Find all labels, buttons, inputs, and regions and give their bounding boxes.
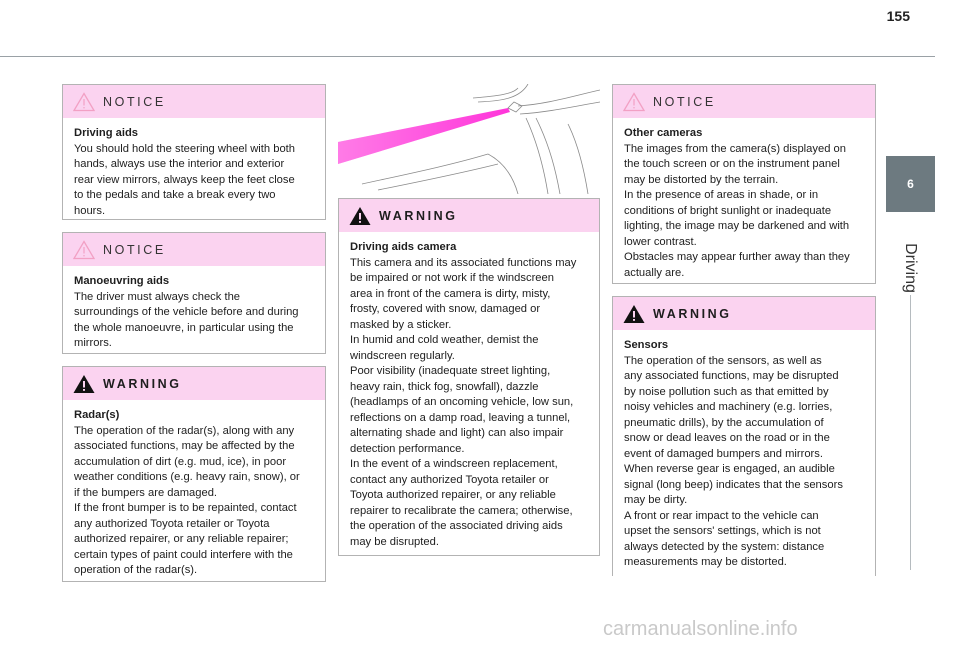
warning-driving-aids-camera: [338, 198, 600, 556]
warning-header: [613, 297, 875, 330]
notice-subtitle: Manoeuvring aids: [74, 275, 170, 287]
caution-outline-triangle-icon: [73, 92, 95, 112]
notice-text: The images from the camera(s) displayed on the touch screen or on the instrument panel may be distorted by the terrain. In the presence of areas in shade, or in conditions of bright sunlight or inadequate lighting, the image may be darkened and with lower contrast. Obstacles may appear further away than they actually are.: [624, 142, 850, 279]
warning-label: WARNING: [653, 306, 732, 321]
notice-subtitle: Driving aids: [74, 127, 139, 139]
warning-subtitle: Radar(s): [74, 409, 120, 421]
warning-text: The operation of the sensors, as well as any associated functions, may be disrupted by noise pollution such as that emitted by noisy vehicles and machinery (e.g. lorries, pneumatic drills), by the accumulation of snow or dead leaves on the road or in the event of damaged bumpers and mirrors. When reverse gear is engaged, an audible signal (long beep) indicates that the sensors may be dirty. A front or rear impact to the vehicle can upset the sensors' settings, which is not always detected by the system: distance measurements may be distorted.: [624, 354, 843, 568]
warning-subtitle: Sensors: [624, 339, 669, 351]
caution-outline-triangle-icon: [623, 92, 645, 112]
windscreen-camera-illustration: [338, 84, 600, 194]
notice-text: You should hold the steering wheel with both hands, always use the interior and exterior rear view mirrors, always keep the feet close to the pedals and take a break every two hours.: [74, 142, 296, 217]
notice-header: [613, 85, 875, 118]
notice-label: NOTICE: [103, 94, 166, 109]
page-number: 155: [886, 8, 910, 24]
warning-header: [339, 199, 599, 232]
notice-driving-aids: [62, 84, 326, 220]
warning-text: The operation of the radar(s), along with any associated functions, may be affected by the accumulation of dirt (e.g. mud, ice), in poor weather conditions (e.g. heavy rain, snow), or if the bumpers are damaged. If the front bumper is to be repainted, contact any authorized Toyota retailer or Toyota authorized repairer, or any reliable repairer; certain types of paint could interfere with the operation of the radar(s).: [74, 424, 300, 576]
side-rule: [910, 295, 911, 570]
notice-header: [63, 233, 325, 266]
warning-sensors: [612, 296, 876, 576]
notice-header: [63, 85, 325, 118]
watermark: carmanualsonline.info: [603, 618, 798, 640]
notice-subtitle: Other cameras: [624, 127, 703, 139]
notice-label: NOTICE: [653, 94, 716, 109]
notice-other-cameras: [612, 84, 876, 284]
warning-header: [63, 367, 325, 400]
warning-radar: [62, 366, 326, 582]
warning-subtitle: Driving aids camera: [350, 241, 457, 253]
warning-filled-triangle-icon: [349, 206, 371, 226]
caution-outline-triangle-icon: [73, 240, 95, 260]
notice-manoeuvring-aids: [62, 232, 326, 354]
warning-label: WARNING: [379, 208, 458, 223]
warning-label: WARNING: [103, 376, 182, 391]
warning-filled-triangle-icon: [623, 304, 645, 324]
chapter-tab[interactable]: 6: [886, 156, 935, 212]
warning-filled-triangle-icon: [73, 374, 95, 394]
notice-label: NOTICE: [103, 242, 166, 257]
header-rule: [0, 56, 935, 57]
chapter-title: Driving: [902, 243, 919, 293]
notice-text: The driver must always check the surroundings of the vehicle before and during the whole manoeuvre, in particular using the mirrors.: [74, 290, 299, 349]
warning-text: This camera and its associated functions may be impaired or not work if the windscreen area in front of the camera is dirty, misty, frosty, covered with snow, damaged or masked by a sticker. In humid and cold weather, demist the windscreen regularly. Poor visibility (inadequate street lighting, heavy rain, thick fog, snowfall), dazzle (headlamps of an oncoming vehicle, low sun, reflections on a damp road, leaving a tunnel, alternating shade and light) can also impair detection performance. In the event of a windscreen replacement, contact any authorized Toyota retailer or Toyota authorized repairer, or any reliable repairer to recalibrate the camera; otherwise, the operation of the associated driving aids may be disrupted.: [350, 256, 577, 548]
